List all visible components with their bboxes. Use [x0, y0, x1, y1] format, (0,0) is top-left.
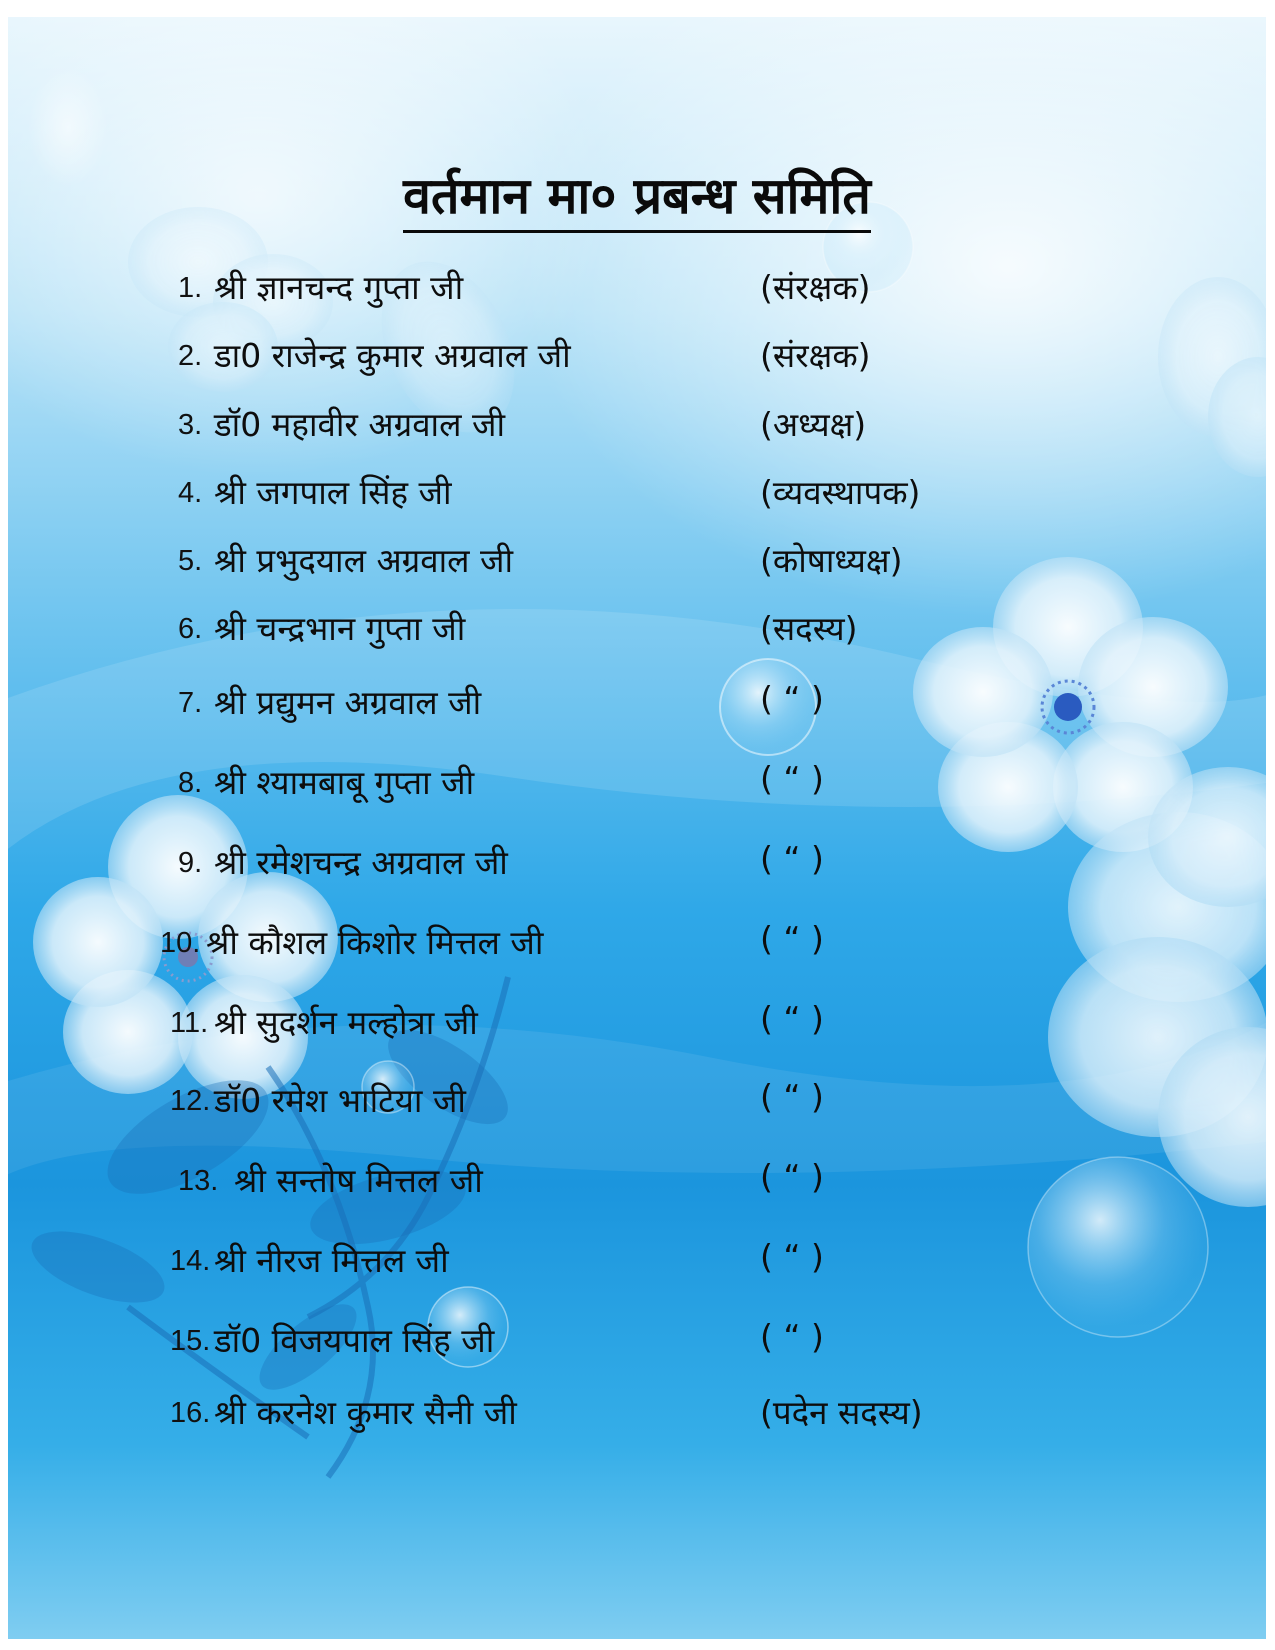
- committee-member-row: [8, 1387, 1266, 1437]
- committee-member-row: [8, 399, 1266, 449]
- member-name: श्री प्रभुदयाल अग्रवाल जी: [214, 541, 514, 580]
- member-role: ( “ ): [760, 1237, 824, 1276]
- member-role: (संरक्षक): [760, 268, 871, 307]
- member-role: ( “ ): [760, 1317, 824, 1356]
- member-role: ( “ ): [760, 999, 824, 1038]
- committee-member-row: [8, 837, 1266, 887]
- member-number: 16.: [170, 1397, 211, 1429]
- member-number: 14.: [170, 1245, 211, 1277]
- member-name: डा0 राजेन्द्र कुमार अग्रवाल जी: [214, 336, 571, 375]
- committee-member-row: [8, 1075, 1266, 1125]
- page-title: [8, 167, 1266, 233]
- member-number: 12.: [170, 1085, 211, 1117]
- committee-member-row: [8, 677, 1266, 727]
- member-name: श्री जगपाल सिंह जी: [214, 473, 452, 512]
- member-role: ( “ ): [760, 679, 824, 718]
- member-number: 11.: [170, 1007, 209, 1039]
- page-title-text: वर्तमान मा० प्रबन्ध समिति: [403, 168, 871, 233]
- member-role: (सदस्य): [760, 609, 858, 648]
- member-name: श्री श्यामबाबू गुप्ता जी: [214, 763, 475, 802]
- committee-member-row: [8, 1315, 1266, 1365]
- member-role: ( “ ): [760, 759, 824, 798]
- member-name: श्री कौशल किशोर मित्तल जी: [206, 923, 544, 962]
- member-role: ( “ ): [760, 1077, 824, 1116]
- member-name: डॉ0 विजयपाल सिंह जी: [214, 1321, 495, 1360]
- member-role: (पदेन सदस्य): [760, 1393, 923, 1432]
- committee-member-row: [8, 603, 1266, 653]
- member-name: श्री ज्ञानचन्द गुप्ता जी: [214, 268, 464, 307]
- member-name: श्री करनेश कुमार सैनी जी: [214, 1393, 517, 1432]
- member-role: (अध्यक्ष): [760, 405, 867, 444]
- member-number: 5.: [178, 545, 203, 577]
- member-name: श्री सन्तोष मित्तल जी: [234, 1161, 483, 1200]
- member-number: 1.: [178, 272, 203, 304]
- member-number: 10.: [160, 927, 201, 959]
- member-number: 9.: [178, 847, 203, 879]
- member-name: डॉ0 रमेश भाटिया जी: [214, 1081, 466, 1120]
- poster-background: [8, 17, 1266, 1639]
- member-number: 13.: [178, 1165, 219, 1197]
- committee-member-row: [8, 467, 1266, 517]
- committee-member-row: [8, 262, 1266, 312]
- member-name: श्री प्रद्युमन अग्रवाल जी: [214, 683, 482, 722]
- member-name: श्री नीरज मित्तल जी: [214, 1241, 449, 1280]
- member-number: 8.: [178, 767, 203, 799]
- member-number: 2.: [178, 340, 203, 372]
- member-number: 7.: [178, 687, 203, 719]
- committee-member-row: [8, 1235, 1266, 1285]
- member-name: श्री रमेशचन्द्र अग्रवाल जी: [214, 843, 508, 882]
- member-number: 3.: [178, 409, 203, 441]
- member-number: 6.: [178, 613, 203, 645]
- member-role: ( “ ): [760, 839, 824, 878]
- member-number: 15.: [170, 1325, 211, 1357]
- committee-member-row: [8, 1155, 1266, 1205]
- committee-member-row: [8, 535, 1266, 585]
- member-role: ( “ ): [760, 1157, 824, 1196]
- member-role: ( “ ): [760, 919, 824, 958]
- committee-member-row: [8, 997, 1266, 1047]
- member-role: (व्यवस्थापक): [760, 473, 921, 512]
- committee-member-row: [8, 917, 1266, 967]
- member-role: (संरक्षक): [760, 336, 871, 375]
- member-number: 4.: [178, 477, 203, 509]
- member-name: श्री चन्द्रभान गुप्ता जी: [214, 609, 466, 648]
- member-name: डॉ0 महावीर अग्रवाल जी: [214, 405, 505, 444]
- member-name: श्री सुदर्शन मल्होत्रा जी: [214, 1003, 478, 1042]
- committee-member-row: [8, 757, 1266, 807]
- committee-member-row: [8, 330, 1266, 380]
- member-role: (कोषाध्यक्ष): [760, 541, 903, 580]
